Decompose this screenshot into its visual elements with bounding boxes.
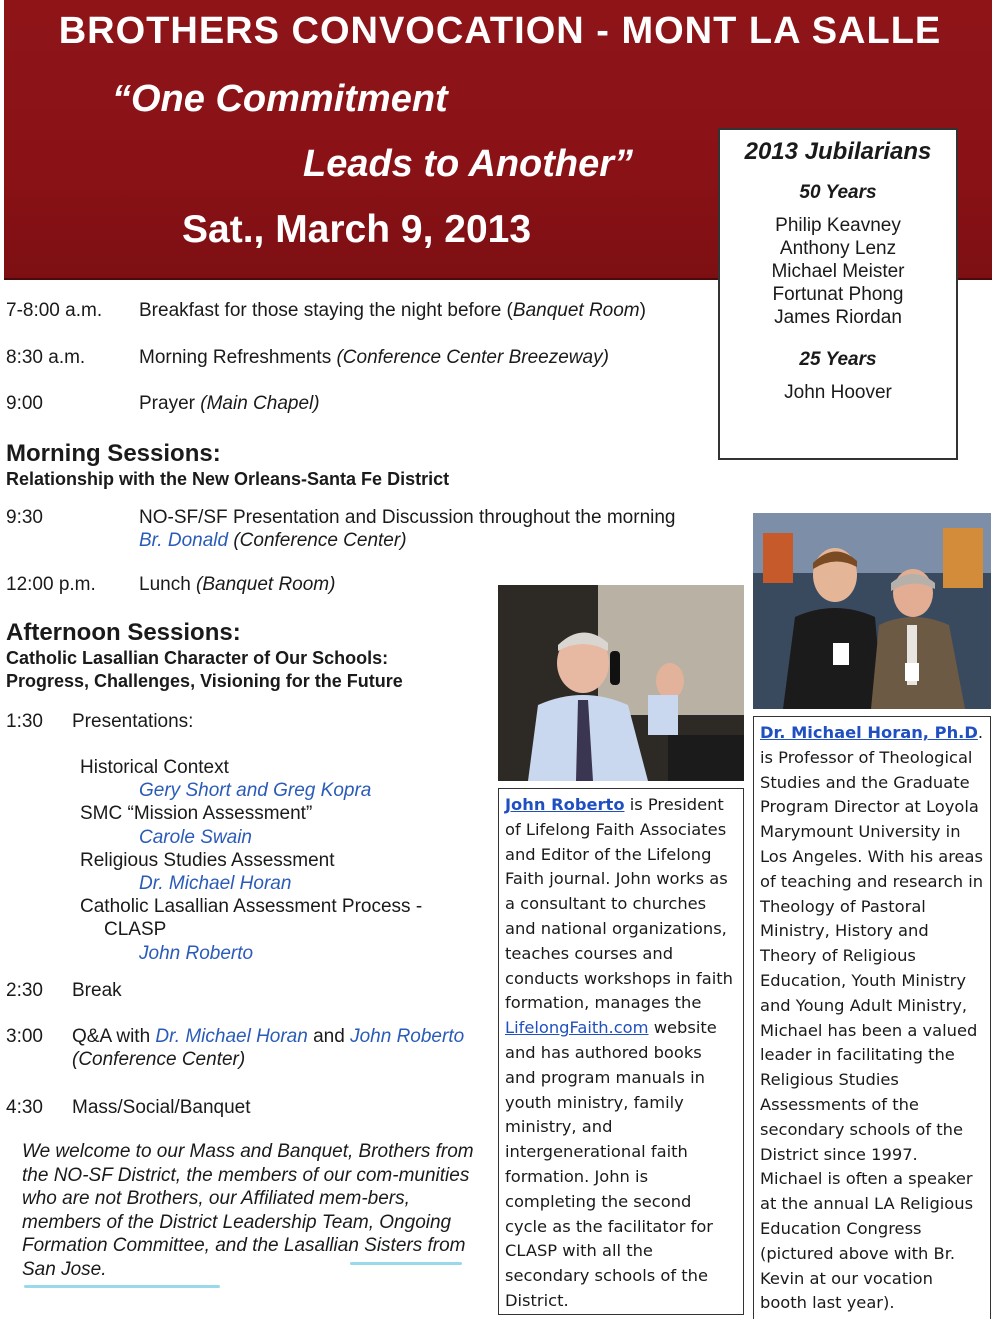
highlight-underline [24, 1285, 220, 1288]
morning-sessions-subheading: Relationship with the New Orleans-Santa Fe District [6, 469, 450, 489]
schedule-time: 1:30 [6, 711, 43, 732]
john-roberto-link[interactable]: John Roberto [505, 795, 625, 814]
topic-title: Historical Context [80, 757, 229, 778]
presenter-name: John Roberto [350, 1026, 465, 1047]
jubilarians-box [718, 128, 958, 460]
presenter-name: Br. Donald [139, 530, 229, 551]
schedule-time: 8:30 a.m. [6, 347, 86, 368]
schedule-item: NO-SF/SF Presentation and Discussion throughout the morning [139, 507, 676, 528]
schedule-time: 2:30 [6, 980, 43, 1001]
afternoon-sessions-subheading: Progress, Challenges, Visioning for the Future [6, 671, 403, 691]
topic-title: Religious Studies Assessment [80, 850, 335, 871]
topic-title-continued: CLASP [104, 919, 167, 940]
schedule-item-detail: Br. Donald (Conference Center) [139, 530, 407, 551]
schedule-time: 7-8:00 a.m. [6, 300, 103, 321]
schedule-item: Break [72, 980, 122, 1001]
lifelongfaith-link[interactable]: LifelongFaith.com [505, 1018, 649, 1038]
twenty-five-years-heading: 25 Years [799, 349, 877, 370]
presenter-name: Gery Short and Greg Kopra [139, 780, 372, 801]
afternoon-sessions-heading: Afternoon Sessions: [6, 619, 241, 646]
presenter-name: John Roberto [139, 943, 254, 964]
schedule-item: Morning Refreshments (Conference Center Breezeway) [139, 347, 609, 368]
theme-quote-line2: Leads to Another” [303, 143, 634, 185]
welcome-paragraph: We welcome to our Mass and Banquet, Brothers from the NO-SF District, the members of our com-munities who are not Brothers, our Affiliated mem-bers, members of the District Leadership Team, Ongoing Formation Committee, and the Lasallian Sisters from San Jose. [22, 1141, 474, 1280]
schedule-item: Presentations: [72, 711, 194, 732]
presenter-name: Carole Swain [139, 827, 252, 848]
jubilarian-name: Anthony Lenz [779, 238, 897, 259]
schedule-item: Prayer (Main Chapel) [139, 393, 320, 414]
presenter-name: Dr. Michael Horan [155, 1026, 308, 1047]
topic-title: SMC “Mission Assessment” [80, 803, 313, 824]
schedule-item: Breakfast for those staying the night before (Banquet Room) [139, 300, 646, 321]
jubilarians-title: 2013 Jubilarians [744, 138, 932, 165]
fifty-years-heading: 50 Years [799, 182, 877, 203]
schedule-time: 9:30 [6, 507, 43, 528]
speaker-photo-illustration [498, 585, 744, 781]
schedule-item: Mass/Social/Banquet [72, 1097, 251, 1118]
event-date: Sat., March 9, 2013 [182, 208, 532, 251]
schedule-time: 12:00 p.m. [6, 574, 96, 595]
schedule-item-place: (Conference Center) [72, 1049, 246, 1070]
schedule-time: 3:00 [6, 1026, 43, 1047]
morning-sessions-heading: Morning Sessions: [6, 440, 221, 467]
jubilarian-name: Michael Meister [771, 261, 905, 282]
theme-quote-line1: “One Commitment [112, 78, 448, 120]
presenter-name: Dr. Michael Horan [139, 873, 292, 894]
bio-john-roberto: John Roberto is President of Lifelong Faith Associates and Editor of the Lifelong Faith journal. John works as a consultant to churches and national organizations, teaches courses and conducts workshops in faith formation, manages the LifelongFaith.com website and has authored books and program manuals in youth ministry, family ministry, and intergenerational faith formation. John is completing the second cycle as the facilitator for CLASP with all the secondary schools of the District. [498, 788, 744, 1315]
michael-horan-link[interactable]: Dr. Michael Horan, Ph.D [760, 723, 978, 742]
jubilarian-name: John Hoover [784, 382, 892, 403]
schedule-time: 9:00 [6, 393, 43, 414]
event-title: BROTHERS CONVOCATION - MONT LA SALLE [58, 10, 942, 52]
schedule-item: Lunch (Banquet Room) [139, 574, 336, 595]
schedule-item: Q&A with Dr. Michael Horan and John Roberto [72, 1026, 465, 1047]
jubilarian-name: Philip Keavney [775, 215, 901, 236]
bio-michael-horan: Dr. Michael Horan, Ph.D. is Professor of Theological Studies and the Graduate Program Director at Loyola Marymount University in Los Angeles. With his areas of teaching and research in Theology of Pastoral Ministry, History and Theory of Religious Education, Youth Ministry and Young Adult Ministry, Michael has been a valued leader in facilitating the Religious Studies Assessments of the secondary schools of the District since 1997. Michael is often a speaker at the annual LA Religious Education Congress (pictured above with Br. Kevin at our vocation booth last year). [753, 716, 991, 1319]
jubilarian-name: James Riordan [774, 307, 902, 328]
topic-title: Catholic Lasallian Assessment Process - [80, 896, 423, 917]
highlight-underline [350, 1262, 462, 1265]
schedule-time: 4:30 [6, 1097, 43, 1118]
two-men-photo-illustration [753, 513, 991, 709]
jubilarian-name: Fortunat Phong [772, 284, 904, 305]
afternoon-sessions-subheading: Catholic Lasallian Character of Our Schools: [6, 648, 389, 668]
photo-john-roberto [498, 585, 744, 781]
photo-michael-horan [753, 513, 991, 709]
